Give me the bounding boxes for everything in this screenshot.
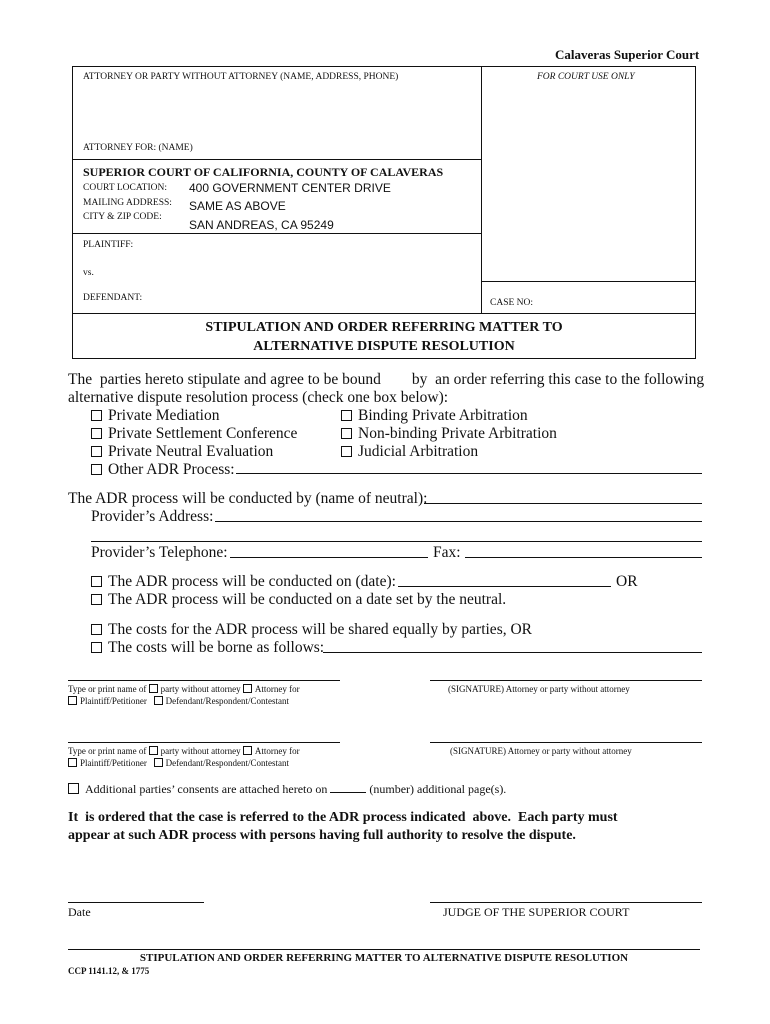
court-name-header: Calaveras Superior Court — [555, 47, 700, 62]
date-option[interactable] — [91, 573, 396, 591]
neutral-name-input[interactable] — [424, 503, 702, 504]
or-label: OR — [616, 573, 638, 590]
checkbox[interactable] — [341, 446, 352, 457]
attorney-for-label: Attorney for — [254, 746, 300, 756]
adr-date-input[interactable] — [398, 586, 611, 587]
option-label: Private Settlement Conference — [108, 425, 298, 442]
print-name-line-2[interactable] — [68, 742, 340, 743]
party-type-row-2 — [68, 758, 289, 768]
city-zip-label: CITY & ZIP CODE: — [83, 212, 162, 222]
city-zip-value: SAN ANDREAS, CA 95249 — [189, 218, 334, 232]
option-label: Binding Private Arbitration — [358, 407, 528, 424]
provider-address-input-2[interactable] — [91, 541, 702, 542]
attorney-for-label: Attorney for — [254, 684, 300, 694]
order-line1: It is ordered that the case is referred to the ADR process indicated above. Each party must — [68, 810, 618, 825]
option-private-mediation[interactable] — [91, 407, 220, 425]
plaintiff-label: Plaintiff/Petitioner — [80, 696, 147, 706]
party-without-attorney-label: party without attorney — [160, 684, 241, 694]
checkbox[interactable] — [91, 428, 102, 439]
fax-label: Fax: — [433, 544, 461, 561]
option-private-neutral-eval[interactable] — [91, 443, 273, 461]
option-label: Private Neutral Evaluation — [108, 443, 274, 460]
type-print-label: Type or print name of — [68, 746, 147, 756]
additional-pages-input[interactable] — [330, 781, 366, 793]
defendant-label: DEFENDANT: — [83, 293, 143, 303]
court-section-divider — [72, 159, 481, 160]
checkbox[interactable] — [91, 446, 102, 457]
provider-phone-label: Provider’s Telephone: — [91, 544, 228, 561]
court-location-value: 400 GOVERNMENT CENTER DRIVE — [189, 181, 391, 195]
checkbox[interactable] — [341, 410, 352, 421]
mailing-address-label: MAILING ADDRESS: — [83, 198, 172, 208]
type-print-label: Type or print name of — [68, 684, 147, 694]
date-signature-line[interactable] — [68, 902, 204, 903]
checkbox[interactable] — [149, 746, 158, 755]
intro-line1: The parties hereto stipulate and agree to be bound by an order referring this case to the following — [68, 371, 705, 388]
order-line2: appear at such ADR process with persons having full authority to resolve the dispute. — [68, 828, 576, 843]
doc-title-line1: STIPULATION AND ORDER REFERRING MATTER TO — [205, 320, 563, 335]
date-option-label: The ADR process will be conducted on (date): — [108, 573, 396, 590]
costs-shared-option[interactable] — [91, 621, 532, 639]
neutral-label: The ADR process will be conducted by (name of neutral): — [68, 490, 428, 507]
checkbox[interactable] — [341, 428, 352, 439]
neutral-date-option-label: The ADR process will be conducted on a date set by the neutral. — [108, 591, 507, 608]
defendant-input[interactable] — [150, 290, 475, 306]
judge-label: JUDGE OF THE SUPERIOR COURT — [443, 905, 630, 919]
provider-address-input[interactable] — [215, 521, 702, 522]
plaintiff-label: PLAINTIFF: — [83, 240, 134, 250]
checkbox[interactable] — [243, 684, 252, 693]
print-name-line-1[interactable] — [68, 680, 340, 681]
attorney-label: ATTORNEY OR PARTY WITHOUT ATTORNEY (NAME, ADDRESS, PHONE) — [83, 72, 399, 82]
option-label: Judicial Arbitration — [358, 443, 479, 460]
additional-parties-label: Additional parties’ consents are attached hereto on — [85, 782, 328, 796]
checkbox[interactable] — [91, 576, 102, 587]
intro-line2: alternative dispute resolution process (check one box below): — [68, 389, 449, 406]
type-print-row-2 — [68, 746, 300, 756]
doc-title-line2: ALTERNATIVE DISPUTE RESOLUTION — [253, 339, 515, 354]
signature-line-2[interactable] — [430, 742, 702, 743]
provider-phone-input[interactable] — [230, 557, 428, 558]
defendant-label: Defendant/Respondent/Contestant — [165, 696, 290, 706]
attorney-input-area[interactable] — [80, 86, 475, 136]
other-adr-input[interactable] — [236, 473, 702, 474]
court-use-label: FOR COURT USE ONLY — [537, 72, 635, 82]
provider-address-label: Provider’s Address: — [91, 508, 214, 525]
costs-borne-input[interactable] — [323, 652, 702, 653]
checkbox[interactable] — [149, 684, 158, 693]
defendant-label: Defendant/Respondent/Contestant — [165, 758, 290, 768]
court-title: SUPERIOR COURT OF CALIFORNIA, COUNTY OF CALAVERAS — [83, 165, 444, 179]
checkbox[interactable] — [68, 758, 77, 767]
checkbox[interactable] — [91, 464, 102, 475]
footer-title: STIPULATION AND ORDER REFERRING MATTER TO ALTERNATIVE DISPUTE RESOLUTION — [139, 952, 629, 964]
checkbox[interactable] — [91, 410, 102, 421]
neutral-date-option[interactable] — [91, 591, 506, 609]
type-print-row-1 — [68, 684, 300, 694]
checkbox[interactable] — [68, 783, 79, 794]
footer-divider — [68, 949, 700, 950]
option-binding-arbitration[interactable] — [341, 407, 528, 425]
footer-code: CCP 1141.12, & 1775 — [68, 966, 150, 976]
option-judicial-arbitration[interactable] — [341, 443, 478, 461]
costs-shared-label: The costs for the ADR process will be shared equally by parties, OR — [108, 621, 533, 638]
case-no-label: CASE NO: — [490, 298, 534, 308]
option-label: Private Mediation — [108, 407, 220, 424]
signature-label-1: (SIGNATURE) Attorney or party without attorney — [448, 684, 630, 694]
party-type-row-1 — [68, 696, 289, 706]
court-location-label: COURT LOCATION: — [83, 183, 167, 193]
vs-label: vs. — [83, 268, 94, 278]
option-other-adr[interactable] — [91, 461, 235, 479]
costs-borne-option[interactable] — [91, 639, 324, 657]
signature-line-1[interactable] — [430, 680, 702, 681]
case-no-input[interactable] — [540, 292, 690, 308]
judge-signature-line[interactable] — [430, 902, 702, 903]
parties-divider — [72, 233, 481, 234]
costs-borne-label: The costs will be borne as follows: — [108, 639, 325, 656]
option-private-settlement[interactable] — [91, 425, 297, 443]
option-label: Other ADR Process: — [108, 461, 235, 478]
mailing-address-value: SAME AS ABOVE — [189, 199, 286, 213]
checkbox[interactable] — [91, 624, 102, 635]
plaintiff-label: Plaintiff/Petitioner — [80, 758, 147, 768]
signature-label-2: (SIGNATURE) Attorney or party without attorney — [450, 746, 632, 756]
additional-pages-label: (number) additional page(s). — [369, 782, 507, 796]
checkbox[interactable] — [154, 696, 163, 705]
fax-input[interactable] — [465, 557, 702, 558]
checkbox[interactable] — [68, 696, 77, 705]
attorney-for-label: ATTORNEY FOR: (NAME) — [83, 143, 193, 153]
party-without-attorney-label: party without attorney — [160, 746, 241, 756]
option-nonbinding-arbitration[interactable] — [341, 425, 557, 443]
checkbox[interactable] — [91, 594, 102, 605]
court-use-area — [486, 86, 691, 276]
case-no-divider — [481, 281, 696, 282]
date-label: Date — [68, 905, 91, 919]
plaintiff-input[interactable] — [140, 238, 475, 254]
checkbox[interactable] — [154, 758, 163, 767]
additional-parties-row[interactable] — [68, 781, 506, 797]
checkbox[interactable] — [91, 642, 102, 653]
checkbox[interactable] — [243, 746, 252, 755]
option-label: Non-binding Private Arbitration — [358, 425, 557, 442]
court-use-divider — [481, 66, 482, 314]
